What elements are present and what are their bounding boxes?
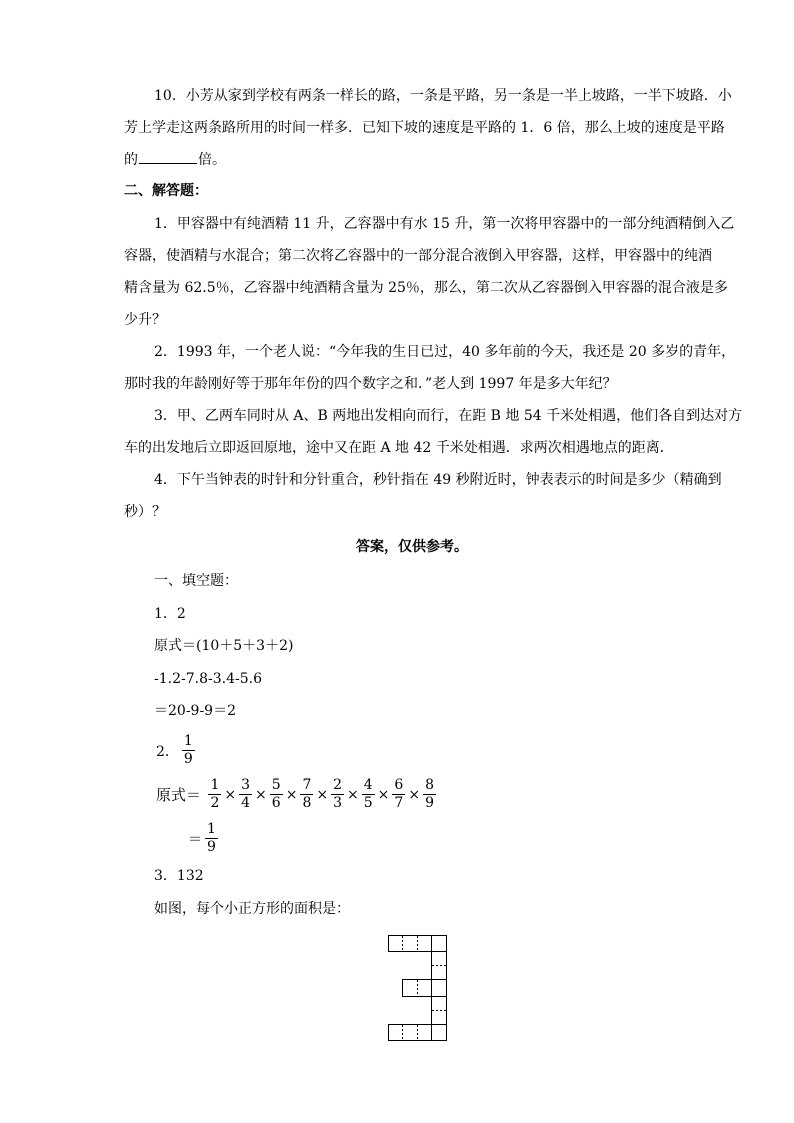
numerator: 7	[302, 777, 312, 793]
denominator: 5	[363, 795, 373, 811]
denominator: 9	[183, 751, 193, 767]
answer-1-number: 1．2	[154, 606, 186, 622]
numerator: 1	[183, 733, 193, 749]
denominator: 6	[271, 795, 281, 811]
p4-line-2: 秒）？	[124, 504, 166, 520]
numerator: 8	[425, 777, 434, 793]
figure-middle-bar	[403, 980, 447, 997]
q10-line-3	[124, 149, 226, 170]
q10-line-1: 10．小芳从家到学校有两条一样长的路，一条是平路，另一条是一半上坡路，一半下坡路．小	[154, 88, 732, 104]
fraction	[182, 733, 195, 768]
q10-line-3-suffix: 倍。	[198, 152, 226, 168]
p3-line-2: 车的出发地后立即返回原地，途中又在距 A 地 42 千米处相遇．求两次相遇地点的距离．	[124, 440, 674, 456]
answers-title: 答案，仅供参考。	[356, 539, 468, 555]
q10-line-2: 芳上学走这两条路所用的时间一样多．已知下坡的速度是平路的 1．6 倍，那么上坡的速度是平路	[124, 120, 725, 136]
fraction	[239, 777, 252, 812]
answer-1-line-2: -1.2-7.8-3.4-5.6	[154, 671, 262, 687]
answer-2-expression	[154, 777, 437, 812]
times-sign: ×	[224, 786, 237, 803]
squares-figure	[386, 933, 466, 1045]
answers-section-1: 一、填空题：	[154, 573, 238, 589]
denominator: 7	[394, 795, 404, 811]
p2-line-1: 2．1993 年，一个老人说：“今年我的生日已过，40 多年前的今天，我还是 20 多岁的青年，	[154, 344, 736, 360]
denominator: 9	[207, 839, 216, 855]
p4-line-1: 4．下午当钟表的时针和分针重合，秒针指在 49 秒附近时，钟表表示的时间是多少（精确到	[154, 472, 722, 488]
fraction	[205, 821, 218, 856]
fraction	[392, 777, 405, 812]
section-2-title: 二、解答题：	[124, 183, 208, 199]
answer-2-header	[154, 733, 196, 768]
fraction	[208, 777, 221, 812]
fraction	[362, 777, 375, 812]
p1-line-3: 精含量为 62.5％，乙容器中纯酒精含量为 25％，那么，第二次从乙容器倒入甲容器的混合液是多	[124, 280, 728, 296]
times-sign: ×	[316, 786, 329, 803]
answer-2-result	[186, 821, 219, 856]
denominator: 4	[241, 795, 251, 811]
denominator: 8	[302, 795, 312, 811]
numerator: 1	[207, 821, 216, 837]
numerator: 6	[394, 777, 404, 793]
fraction	[423, 777, 436, 812]
times-sign: ×	[347, 786, 359, 803]
fraction	[331, 777, 344, 812]
p1-line-1: 1．甲容器中有纯酒精 11 升，乙容器中有水 15 升，第一次将甲容器中的一部分纯酒精倒入乙	[154, 216, 735, 232]
numerator: 4	[363, 777, 373, 793]
equals-sign: ＝	[188, 831, 202, 848]
answer-2-label: 原式＝	[156, 786, 202, 804]
denominator: 9	[425, 795, 434, 811]
answer-1-line-3: ＝20-9-9＝2	[154, 703, 236, 719]
answer-3-text: 如图，每个小正方形的面积是：	[154, 901, 350, 917]
numerator: 1	[210, 777, 220, 793]
fraction	[270, 777, 283, 812]
denominator: 3	[333, 795, 343, 811]
answer-3-number: 3．132	[154, 868, 204, 884]
times-sign: ×	[255, 786, 267, 803]
p2-line-2: 那时我的年龄刚好等于那年年份的四个数字之和．”老人到 1997 年是多大年纪？	[124, 376, 617, 392]
numerator: 5	[271, 777, 281, 793]
answer-2-number: 2．	[156, 743, 179, 760]
answer-blank[interactable]	[139, 149, 197, 164]
p3-line-1: 3．甲、乙两车同时从 A、B 两地出发相向而行，在距 B 地 54 千米处相遇，他们各自到达对方	[154, 408, 743, 424]
answer-1-line-1: 原式＝(10＋5＋3＋2)	[154, 638, 294, 654]
times-sign: ×	[377, 786, 390, 803]
p1-line-4: 少升？	[124, 312, 166, 328]
fraction	[300, 777, 313, 812]
times-sign: ×	[285, 786, 298, 803]
p1-line-2: 容器，使酒精与水混合；第二次将乙容器中的一部分混合液倒入甲容器，这样，甲容器中的纯酒	[124, 248, 712, 264]
times-sign: ×	[408, 786, 421, 803]
numerator: 2	[333, 777, 343, 793]
denominator: 2	[210, 795, 220, 811]
numerator: 3	[241, 777, 251, 793]
q10-line-3-prefix: 的	[124, 152, 138, 168]
